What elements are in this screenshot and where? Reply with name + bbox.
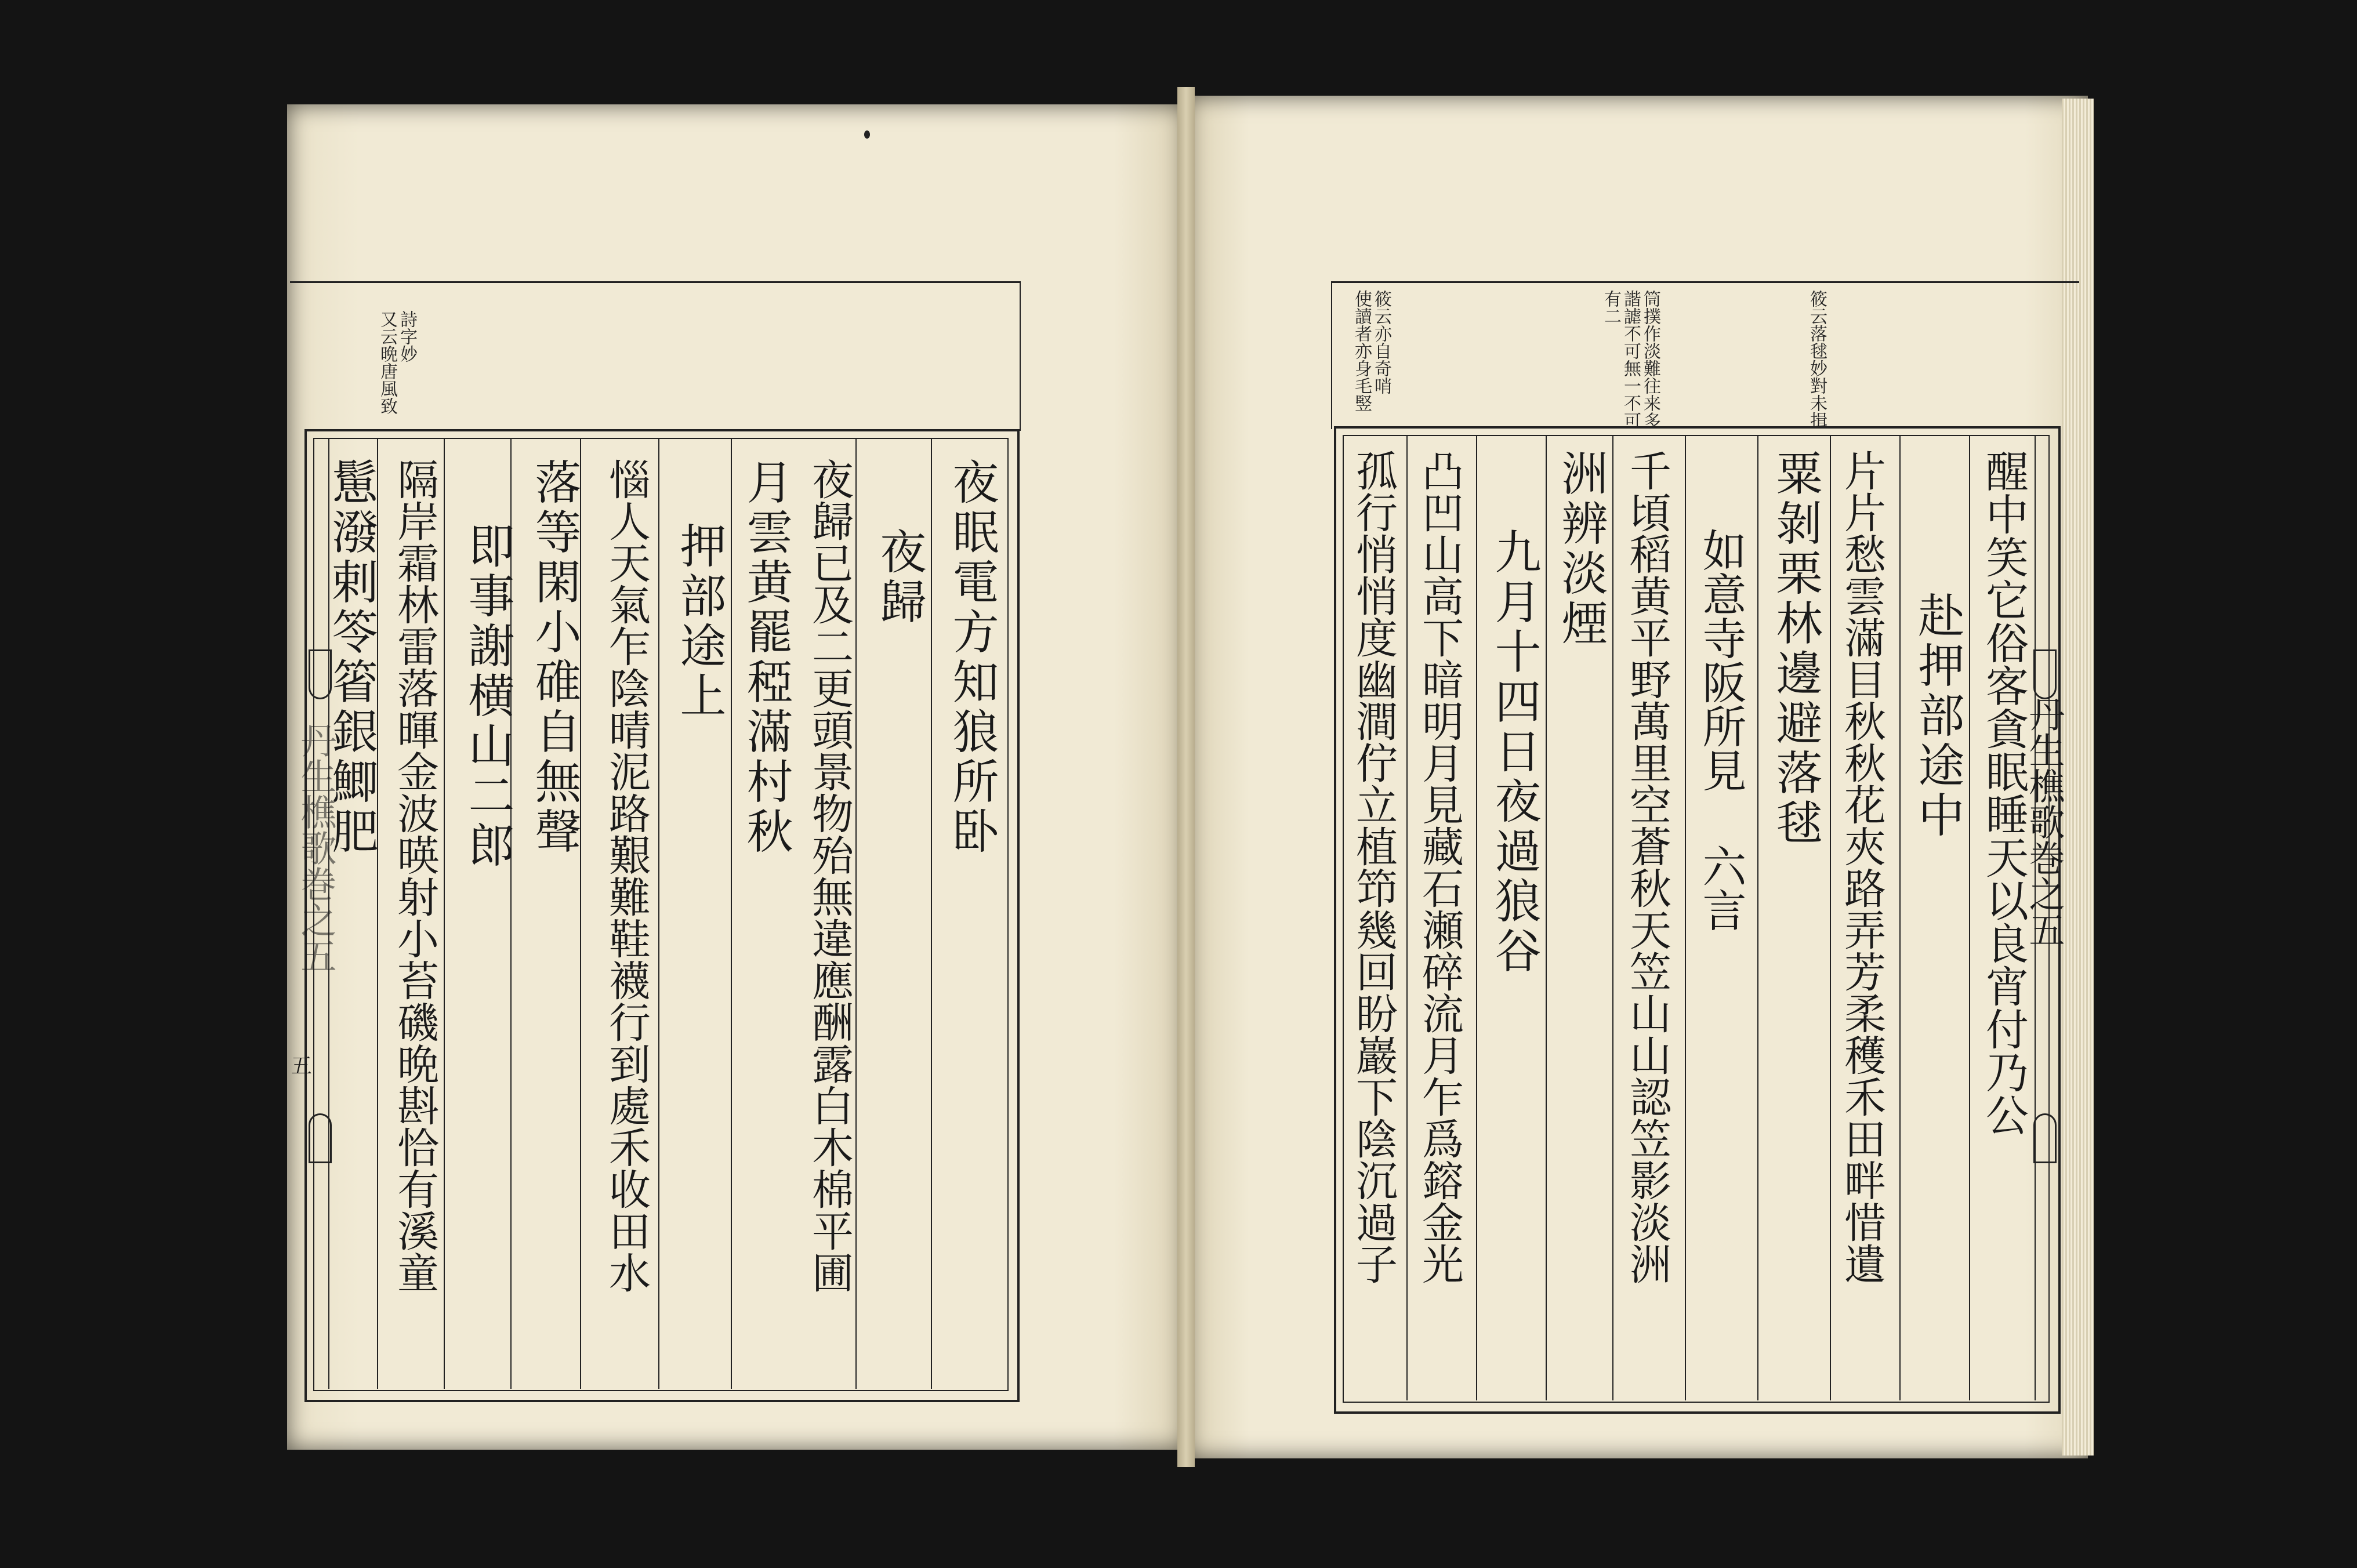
left-column-2: 夜歸 bbox=[872, 528, 926, 627]
right-column-6: 千頃稻黄平野萬里空蒼秋天笠山山認笠影淡洲 bbox=[1623, 449, 1671, 1284]
left-column-9: 隔岸霜林雷落暉金波暎射小苔磯晩斟恰有溪童 bbox=[390, 458, 439, 1293]
right-fishtail-bottom bbox=[2033, 1113, 2057, 1163]
right-top-note-1: 筱云落毬妙對未揖 bbox=[1807, 290, 1827, 429]
right-column-10: 孤行悄悄度幽澗佇立植笻幾回盼巖下陰沉過子 bbox=[1349, 449, 1398, 1284]
left-top-note: 詩字妙 又云晩唐風致 bbox=[377, 310, 417, 415]
right-column-3: 片片愁雲滿目秋秋花夾路弄芳柔穫禾田畔惜遺 bbox=[1837, 449, 1886, 1284]
right-top-note-3: 筱云亦自奇哨 使讀者亦身毛竪 bbox=[1351, 290, 1391, 412]
right-center-title: 丹生樵歌巻之五 bbox=[2023, 696, 2065, 948]
left-column-4: 月雲黄罷稏滿村秋 bbox=[739, 458, 793, 857]
col-rule bbox=[1546, 435, 1547, 1400]
right-header-start bbox=[1331, 281, 1332, 429]
left-column-5: 押部途上 bbox=[672, 522, 726, 721]
left-column-7: 落等閑小碓自無聲 bbox=[527, 458, 581, 857]
col-rule bbox=[1406, 435, 1408, 1400]
col-rule bbox=[931, 438, 932, 1389]
col-rule bbox=[1612, 435, 1613, 1400]
left-column-8: 即事謝横山二郎 bbox=[460, 522, 514, 871]
left-fishtail-bottom bbox=[309, 1113, 332, 1163]
left-column-6: 惱人天氣乍陰晴泥路艱難鞋襪行到處禾收田水 bbox=[602, 458, 651, 1293]
right-column-7: 洲辨淡煙 bbox=[1554, 449, 1608, 649]
col-rule bbox=[1899, 435, 1901, 1400]
right-column-1: 醒中笑它俗客貪眠睡天以良宵付乃公 bbox=[1979, 449, 2029, 1136]
col-rule bbox=[1685, 435, 1686, 1400]
left-header-end bbox=[1020, 281, 1021, 431]
col-rule bbox=[658, 438, 659, 1389]
right-column-8: 九月十四日夜過狼谷 bbox=[1487, 528, 1541, 977]
left-page-number: 五 bbox=[291, 1054, 313, 1078]
col-rule bbox=[731, 438, 732, 1389]
col-rule bbox=[444, 438, 445, 1389]
left-center-title: 丹生樵歌巻之五 bbox=[295, 722, 337, 974]
col-rule bbox=[1969, 435, 1970, 1400]
col-rule bbox=[1830, 435, 1831, 1400]
right-column-9: 凸凹山高下暗明月見藏石瀬碎流月乍爲鎔金光 bbox=[1415, 449, 1464, 1284]
book-gutter bbox=[1177, 87, 1195, 1467]
right-column-5: 如意寺阪所見 六言 bbox=[1695, 528, 1747, 932]
left-header-rule bbox=[290, 281, 1021, 283]
col-rule bbox=[1757, 435, 1758, 1400]
right-column-4: 粟剝栗林邊避落毬 bbox=[1768, 449, 1822, 848]
left-column-1: 夜眠電方知狼所卧 bbox=[945, 458, 999, 857]
right-fishtail-top bbox=[2033, 649, 2057, 699]
right-header-rule bbox=[1331, 281, 2079, 283]
left-column-10: 䰄潑剌笭箵銀鯽肥 bbox=[324, 458, 378, 857]
right-top-note-2: 筒撲作淡難往来多 諧謔不可無一不可 有二 bbox=[1601, 290, 1660, 429]
worm-hole bbox=[864, 130, 870, 139]
right-column-2: 赴押部途中 bbox=[1910, 591, 1964, 841]
col-rule bbox=[1476, 435, 1477, 1400]
left-column-3: 夜歸已及二更頭景物殆無違應酬露白木棉平圃 bbox=[805, 458, 854, 1293]
